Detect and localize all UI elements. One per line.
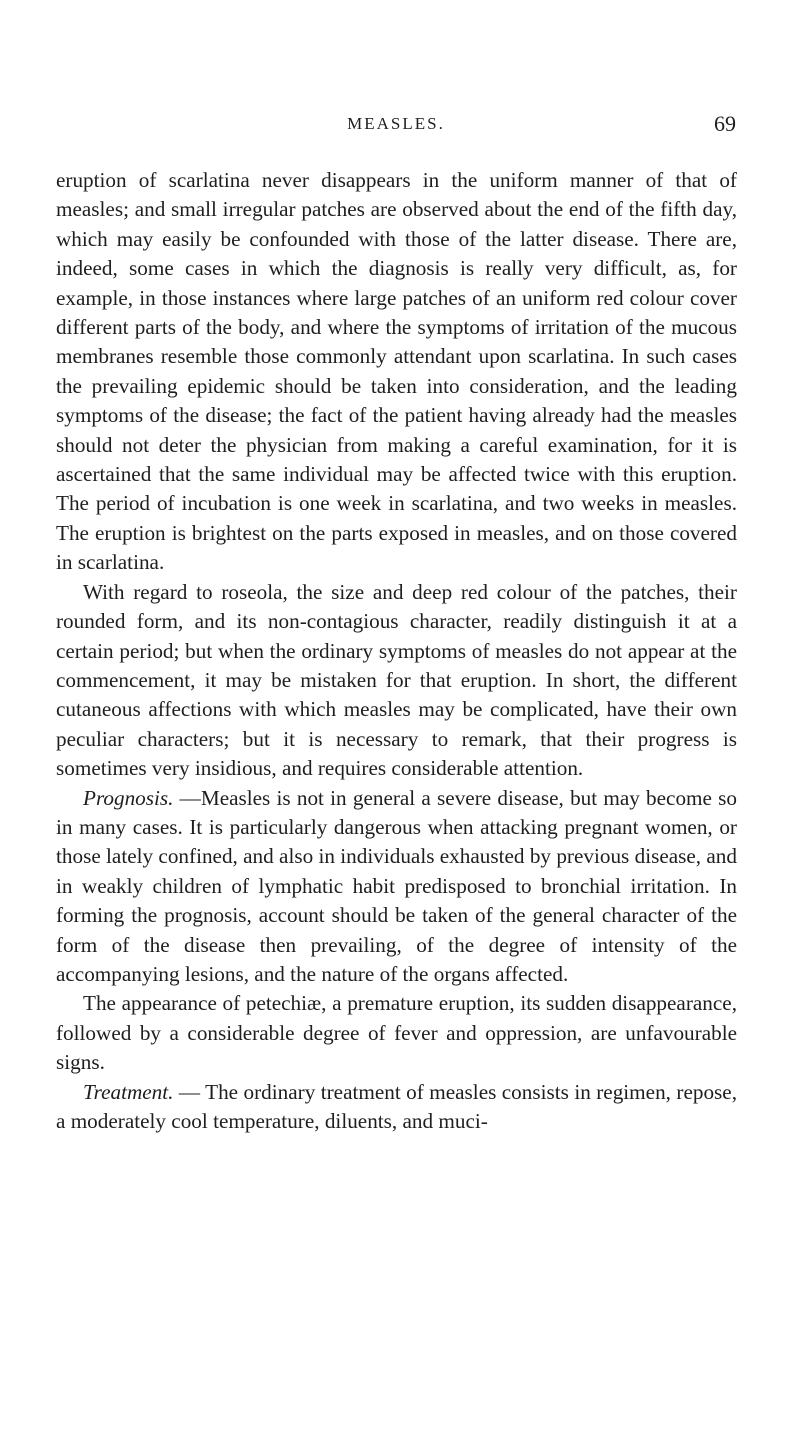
paragraph-roseola	[56, 578, 737, 784]
paragraph-text: eruption of scarlatina never disappears in the uniform manner of that of measles; and small irregular patches are observed about the end of the fifth day, which may easily be confounded with those of the latter disease. There are, indeed, some cases in which the diagnosis is really very difficult, as, for example, in those instances where large patches of an uniform red colour cover different parts of the body, and where the symptoms of irritation of the mucous membranes resemble those commonly attendant upon scarlatina. In such cases the prevailing epidemic should be taken into consideration, and the leading symptoms of the disease; the fact of the patient having already had the measles should not deter the physician from making a careful examination, for it is ascertained that the same individual may be affected twice with this eruption. The period of incubation is one week in scarlatina, and two weeks in measles. The eruption is brightest on the parts exposed in measles, and on those covered in scarlatina.	[56, 168, 737, 575]
paragraph-unfavourable-signs	[56, 989, 737, 1077]
paragraph-text: With regard to roseola, the size and deep red colour of the patches, their rounded form, and its non-contagious character, readily distinguish it at a certain period; but when the ordinary symptoms of measles do not appear at the commencement, it may be mistaken for that eruption. In short, the different cutaneous affections with which measles may be complicated, have their own peculiar characters; but it is necessary to remark, that their progress is sometimes very insidious, and requires considerable attention.	[56, 579, 737, 781]
section-lead-prognosis: Prognosis.	[83, 785, 174, 810]
section-lead-treatment: Treatment.	[83, 1079, 174, 1104]
paragraph-text: —Measles is not in general a severe disease, but may become so in many cases. It is particularly dangerous when attacking pregnant women, or those lately confined, and also in individuals exhausted by previous disease, and in weakly children of lymphatic habit predisposed to bronchial irritation. In forming the prognosis, account should be taken of the general character of the form of the disease then prevailing, of the degree of intensity of the accompanying lesions, and the nature of the organs affected.	[56, 785, 737, 986]
paragraph-prognosis	[56, 784, 737, 990]
paragraph-scarlatina-diagnosis	[56, 166, 737, 578]
paragraph-text: — The ordinary treatment of measles consists in regimen, repose, a moderately cool temperature, diluents, and muci-	[56, 1079, 737, 1133]
body-text	[56, 166, 737, 1136]
page-number: 69	[714, 111, 736, 136]
paragraph-treatment	[56, 1078, 737, 1137]
page-header	[56, 111, 736, 144]
running-title: MEASLES.	[347, 114, 445, 133]
paragraph-text: The appearance of petechiæ, a premature eruption, its sudden disappearance, followed by a considerable degree of fever and oppression, are unfavourable signs.	[56, 991, 737, 1075]
